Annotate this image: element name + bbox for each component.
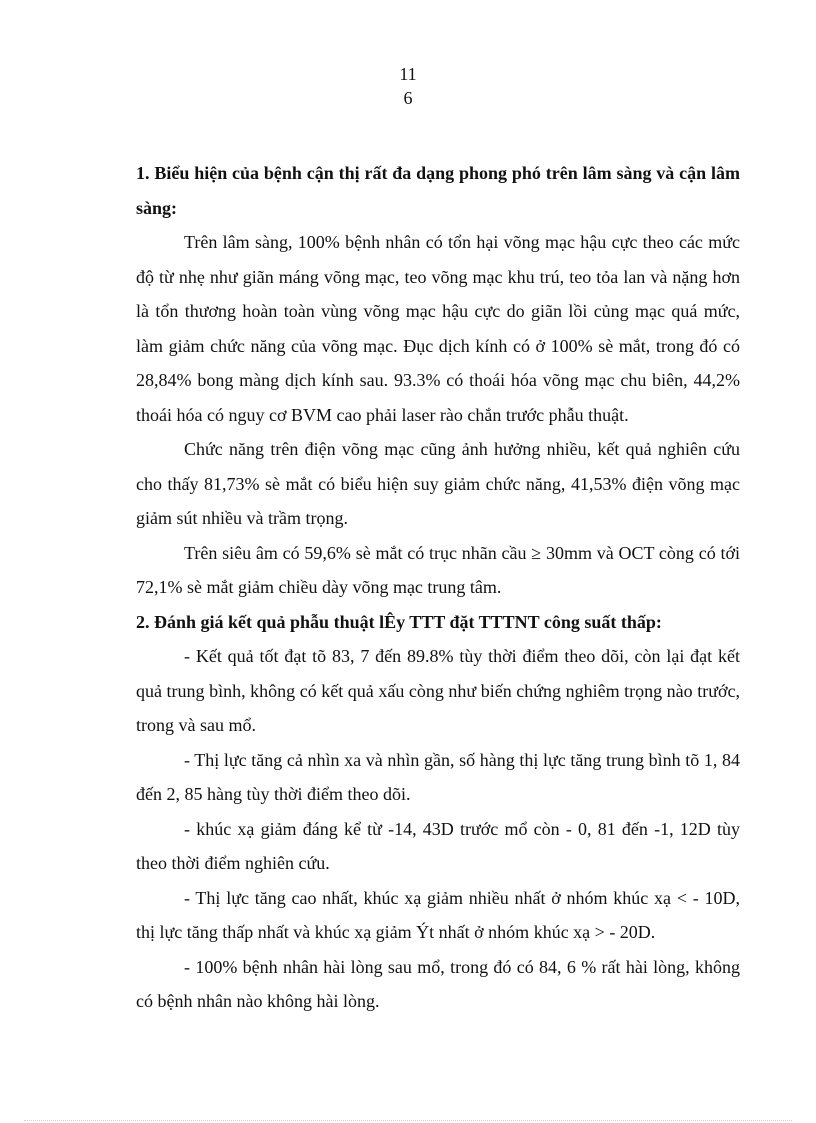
paragraph-2-4: - Thị lực tăng cao nhất, khúc xạ giảm nhiều nhất ở nhóm khúc xạ < - 10D, thị lực tăng thấp nhất và khúc xạ giảm Ýt nhất ở nhóm khúc xạ > - 20D. <box>136 887 740 942</box>
paragraph-2-1: - Kết quả tốt đạt tõ 83, 7 đến 89.8% tùy thời điểm theo dõi, còn lại đạt kết quả trung bình, không có kết quả xấu còng như biến chứng nghiêm trọng nào trước, trong và sau mổ. <box>136 646 740 735</box>
page-bottom-divider <box>24 1120 792 1121</box>
paragraph-1-3: Trên siêu âm có 59,6% sè mắt có trục nhãn cầu ≥ 30mm và OCT còng có tới 72,1% sè mắt giảm chiều dày võng mạc trung tâm. <box>136 542 740 597</box>
page-number <box>0 62 816 110</box>
document-body <box>136 156 740 1019</box>
section-heading-1: 1. Biểu hiện của bệnh cận thị rất đa dạng phong phó trên lâm sàng và cận lâm sàng: <box>136 163 740 218</box>
paragraph-2-2: - Thị lực tăng cả nhìn xa và nhìn gần, số hàng thị lực tăng trung bình tõ 1, 84 đến 2, 85 hàng tùy thời điểm theo dõi. <box>136 749 740 804</box>
paragraph-1-2: Chức năng trên điện võng mạc cũng ảnh hưởng nhiều, kết quả nghiên cứu cho thấy 81,73% sè mắt có biểu hiện suy giảm chức năng, 41,53% điện võng mạc giảm sút nhiều và trầm trọng. <box>136 439 740 528</box>
page-number-bottom: 6 <box>403 88 413 108</box>
paragraph-2-3: - khúc xạ giảm đáng kể từ -14, 43D trước mổ còn - 0, 81 đến -1, 12D tùy theo thời điểm nghiên cứu. <box>136 818 740 873</box>
paragraph-1-1: Trên lâm sàng, 100% bệnh nhân có tổn hại võng mạc hậu cực theo các mức độ từ nhẹ như giãn máng võng mạc, teo võng mạc khu trú, teo tỏa lan và nặng hơn là tổn thương hoàn toàn vùng võng mạc hậu cực do giãn lồi củng mạc quá mức, làm giảm chức năng của võng mạc. Đục dịch kính có ở 100% sè mắt, trong đó có 28,84% bong màng dịch kính sau. 93.3% có thoái hóa võng mạc chu biên, 44,2% thoái hóa có nguy cơ BVM cao phải laser rào chắn trước phẫu thuật. <box>136 232 740 425</box>
paragraph-2-5: - 100% bệnh nhân hài lòng sau mổ, trong đó có 84, 6 % rất hài lòng, không có bệnh nhân nào không hài lòng. <box>136 956 740 1011</box>
section-heading-2: 2. Đánh giá kết quả phẫu thuật lÊy TTT đặt TTTNT công suất thấp: <box>136 611 662 632</box>
page-number-top: 11 <box>399 64 417 84</box>
